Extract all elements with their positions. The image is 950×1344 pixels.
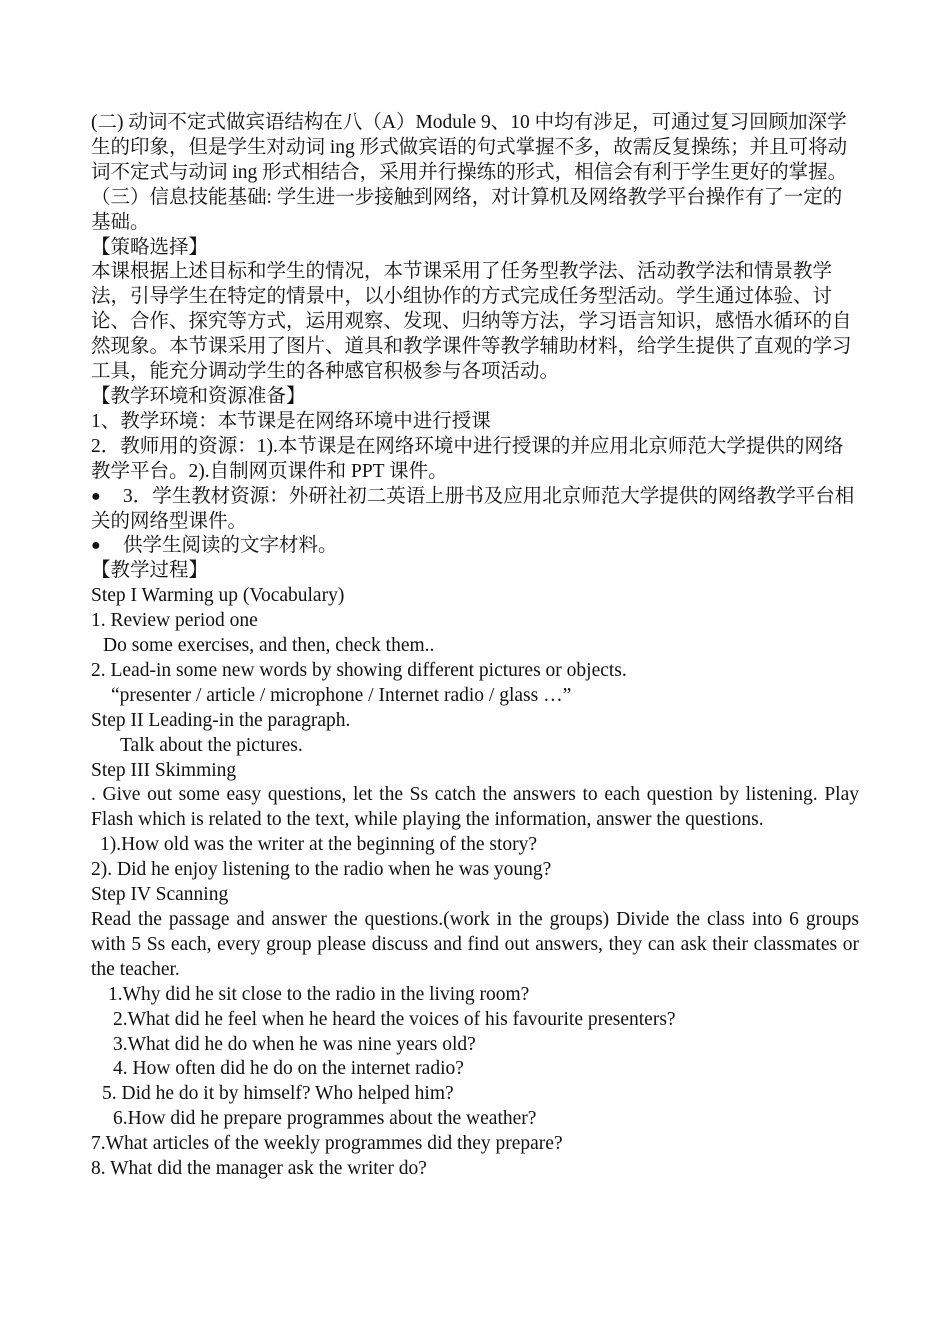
resources-heading: 【教学环境和资源准备】: [91, 385, 306, 407]
intro-part-two: (二) 动词不定式做宾语结构在八（A）Module 9、10 中均有涉足，可通过复习回顾加深学生的印象，但是学生对动词 ing 形式做宾语的句式掌握不多，故需反复操练；并且可将动词不定式与动词 ing 形式相结合，采用并行操练的形式，相信会有利于学生更好的掌握。: [91, 112, 848, 183]
process-heading: 【教学过程】: [91, 560, 209, 582]
step4-question: 5. Did he do it by himself? Who helped him?: [102, 1083, 454, 1105]
step4-question: 6.How did he prepare programmes about the weather?: [113, 1108, 537, 1130]
resources-teacher: 2．教师用的资源：1).本节课是在网络环境中进行授课的并应用北京师范大学提供的网络教学平台。2).自制网页课件和 PPT 课件。: [91, 435, 844, 482]
step4-question: 2.What did he feel when he heard the voices of his favourite presenters?: [113, 1008, 676, 1030]
step4-title: Step IV Scanning: [91, 884, 229, 906]
strategy-heading: 【策略选择】: [91, 236, 209, 258]
step3-question-1: 1).How old was the writer at the beginning of the story?: [100, 834, 538, 856]
resources-environment: 1、教学环境：本节课是在网络环境中进行授课: [91, 410, 491, 432]
step4-question: 7.What articles of the weekly programmes did they prepare?: [91, 1133, 563, 1155]
document-page: [91, 111, 859, 1182]
step4-question: 3.What did he do when he was nine years old?: [113, 1033, 476, 1055]
step1-item1: 1. Review period one: [91, 610, 258, 632]
step1-item1-detail: Do some exercises, and then, check them..: [103, 635, 435, 657]
step3-body: . Give out some easy questions, let the Ss catch the answers to each question by listening. Play Flash which is related to the text, while playing the information, answer the questions.: [91, 784, 859, 831]
step2-detail: Talk about the pictures.: [120, 734, 303, 756]
step3-title: Step III Skimming: [91, 759, 237, 781]
resources-reading-bullet: [91, 534, 859, 559]
step4-body: Read the passage and answer the questions.(work in the groups) Divide the class into 6 groups with 5 Ss each, every group please discuss and find out answers, they can ask their classmates or the teacher.: [91, 909, 859, 980]
step4-question: 4. How often did he do on the internet radio?: [113, 1058, 464, 1080]
strategy-body: 本课根据上述目标和学生的情况，本节课采用了任务型教学法、活动教学法和情景教学法，引导学生在特定的情景中，以小组协作的方式完成任务型活动。学生通过体验、讨论、合作、探究等方式，运用观察、发现、归纳等方法，学习语言知识，感悟水循环的自然现象。本节课采用了图片、道具和教学课件等教学辅助材料，给学生提供了直观的学习工具，能充分调动学生的各种感官积极参与各项活动。: [91, 261, 852, 383]
intro-part-three: （三）信息技能基础: 学生进一步接触到网络，对计算机及网络教学平台操作有了一定的基础。: [91, 186, 843, 233]
bullet-icon: ●: [91, 487, 101, 505]
step1-item2: 2. Lead-in some new words by showing different pictures or objects.: [91, 659, 627, 681]
step1-title: Step I Warming up (Vocabulary): [91, 585, 345, 607]
resources-reading-text: 供学生阅读的文字材料。: [123, 535, 338, 557]
bullet-icon: ●: [91, 537, 101, 555]
step2-title: Step II Leading-in the paragraph.: [91, 709, 351, 731]
step4-question: 8. What did the manager ask the writer do?: [91, 1158, 427, 1180]
step3-question-2: 2). Did he enjoy listening to the radio when he was young?: [91, 859, 552, 881]
resources-student-bullet: [91, 485, 859, 535]
step4-question: 1.Why did he sit close to the radio in the living room?: [108, 983, 530, 1005]
resources-student-text: 3．学生教材资源：外研社初二英语上册书及应用北京师范大学提供的网络教学平台相关的网络型课件。: [91, 485, 855, 532]
step1-item2-words: “presenter / article / microphone / Internet radio / glass …”: [111, 684, 572, 706]
